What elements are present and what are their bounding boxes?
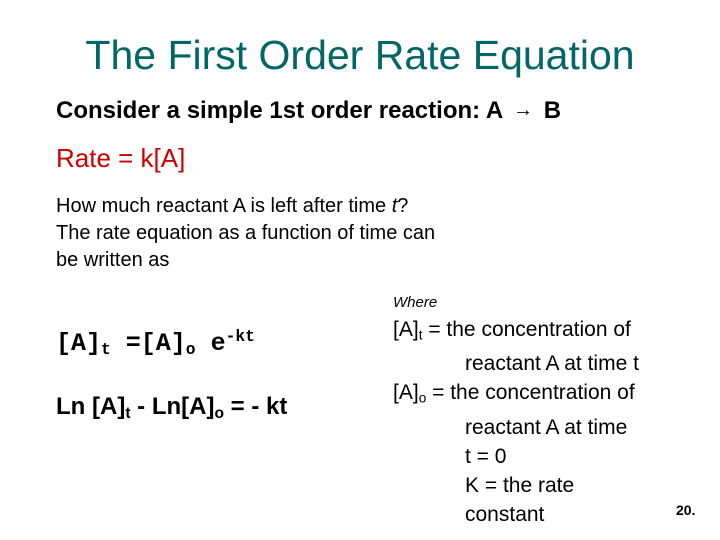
def-at-var: [A] <box>393 318 419 341</box>
eq1-exponent: -kt <box>225 327 255 346</box>
log-rate-equation <box>56 393 287 423</box>
def-at-text: = the concentration of <box>422 318 631 341</box>
where-label: Where <box>393 294 438 311</box>
def-k-line2: constant <box>465 502 545 526</box>
def-ao <box>393 378 639 412</box>
intro-text <box>56 193 435 274</box>
rate-law: Rate = k[A] <box>56 143 186 173</box>
integrated-rate-equation <box>56 327 255 359</box>
eq2-b: - Ln[A] <box>130 393 215 420</box>
definitions <box>393 315 639 529</box>
def-ao-var: [A] <box>393 381 419 405</box>
time-variable: t <box>391 195 398 217</box>
intro-line-1 <box>56 193 435 220</box>
eq2-a: Ln [A] <box>56 393 126 420</box>
reaction-prefix: Consider a simple 1st order reaction: A <box>56 97 503 124</box>
eq2-b-sub: o <box>214 404 225 422</box>
def-k-line1: K = the rate <box>465 473 575 497</box>
arrow-icon: → <box>513 99 534 121</box>
def-ao-cont: reactant A at time <box>465 415 628 439</box>
eq1-mid: =[A] <box>110 328 186 358</box>
def-at-sub: t <box>418 327 423 343</box>
slide-title: The First Order Rate Equation <box>85 32 635 78</box>
reaction-statement <box>56 97 561 125</box>
def-at-cont: reactant A at time t <box>465 352 639 376</box>
eq2-a-sub: t <box>125 404 131 422</box>
page-number: 20. <box>676 502 696 518</box>
eq2-c: = - kt <box>224 393 288 420</box>
eq1-e: e <box>195 328 226 358</box>
def-ao-text: = the concentration of <box>426 381 635 405</box>
eq1-lhs: [A] <box>56 328 102 358</box>
def-ao-cont2: t = 0 <box>465 444 507 468</box>
reaction-product: B <box>543 97 562 124</box>
eq1-lhs-sub: t <box>101 340 111 359</box>
intro-line-3: be written as <box>56 249 170 271</box>
intro-line-2: The rate equation as a function of time can <box>56 222 436 244</box>
def-at <box>393 315 639 349</box>
intro-line-1-text: How much reactant A is left after time <box>56 195 392 217</box>
def-ao-sub: o <box>418 390 427 406</box>
eq1-mid-sub: o <box>185 340 196 359</box>
question-mark: ? <box>397 195 409 217</box>
